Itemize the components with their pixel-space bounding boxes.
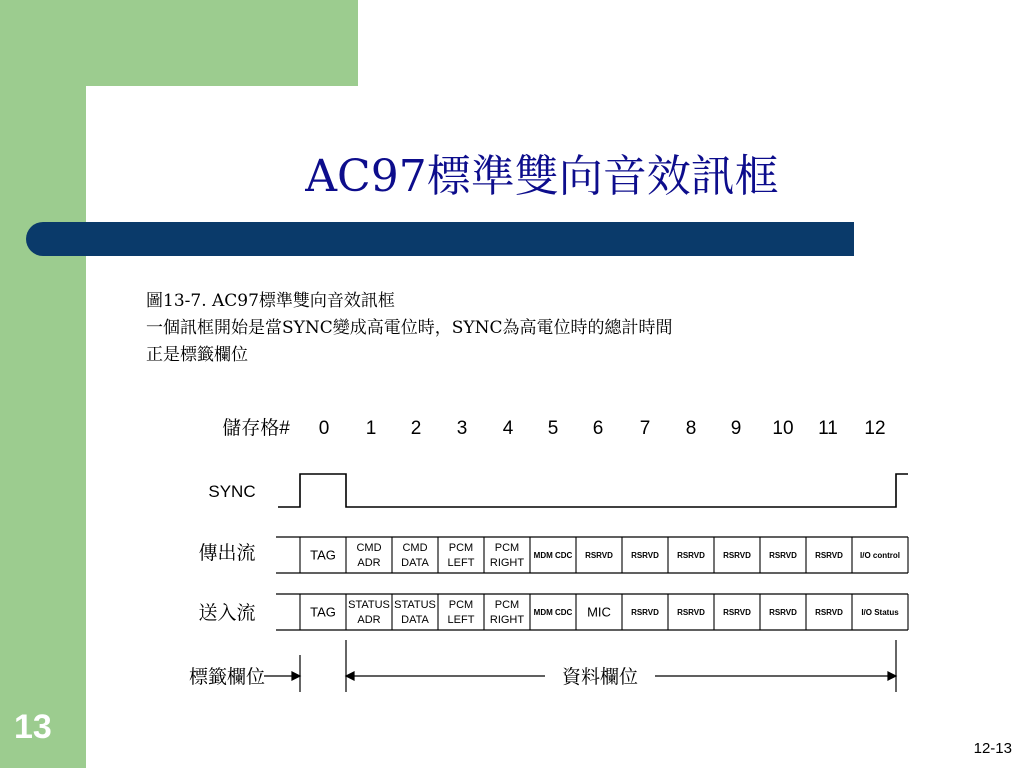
output-slot-2-text: CMD	[402, 542, 428, 554]
input-stream-row	[276, 594, 908, 630]
input-slot-5-text: MDM CDC	[533, 607, 573, 617]
output-slot-12-text: I/O control	[860, 550, 900, 560]
input-slot-3-text: PCM	[448, 599, 474, 611]
input-slot-12-text: I/O Status	[861, 607, 899, 617]
slot-header-label: 儲存格#	[222, 418, 290, 439]
slot-number-12: 12	[864, 418, 886, 439]
input-slot-7-text: RSRVD	[631, 607, 659, 617]
input-slot-3-text: LEFT	[447, 614, 475, 626]
input-slot-1-text: STATUS	[348, 599, 390, 611]
output-slot-3-text: LEFT	[447, 557, 475, 569]
slot-number-row	[319, 418, 886, 439]
input-slot-6-text: MIC	[587, 604, 611, 620]
input-slot-8-text: RSRVD	[677, 607, 705, 617]
page-identifier: 12-13	[973, 740, 1012, 757]
caption-line-3: 正是標籤欄位	[146, 345, 248, 365]
output-slot-1-text: CMD	[356, 542, 382, 554]
slot-number-9: 9	[730, 418, 742, 439]
input-slot-4-text: RIGHT	[489, 614, 525, 626]
output-slot-3-text: PCM	[448, 542, 474, 554]
input-slot-0-text: TAG	[310, 604, 336, 620]
input-slot-2-text: STATUS	[394, 599, 436, 611]
output-slot-1-text: ADR	[357, 557, 381, 569]
input-slot-1-text: ADR	[357, 614, 381, 626]
data-field-label: 資料欄位	[561, 667, 639, 688]
sync-label: SYNC	[208, 482, 256, 501]
slide-title: AC97標準雙向音效訊框	[305, 151, 779, 202]
output-slot-4-text: RIGHT	[489, 557, 525, 569]
slide-number: 13	[14, 708, 52, 746]
slot-number-10: 10	[772, 418, 794, 439]
input-slot-4-text: PCM	[494, 599, 520, 611]
input-slot-10-text: RSRVD	[769, 607, 797, 617]
input-stream-label: 送入流	[198, 603, 256, 624]
output-stream-row	[276, 537, 908, 573]
output-slot-8-text: RSRVD	[677, 550, 705, 560]
output-slot-0-text: TAG	[310, 547, 336, 563]
output-slot-9-text: RSRVD	[723, 550, 751, 560]
output-slot-4-text: PCM	[494, 542, 520, 554]
slot-number-8: 8	[685, 418, 697, 439]
slot-number-5: 5	[547, 418, 559, 439]
caption-line-2: 一個訊框開始是當SYNC變成高電位時，SYNC為高電位時的總計時間	[146, 318, 673, 338]
input-slot-11-text: RSRVD	[815, 607, 843, 617]
slot-number-11: 11	[818, 418, 838, 439]
output-slot-2-text: DATA	[401, 557, 429, 569]
slot-number-2: 2	[410, 418, 422, 439]
input-slot-2-text: DATA	[401, 614, 429, 626]
slot-number-1: 1	[365, 418, 377, 439]
slot-number-4: 4	[502, 418, 514, 439]
caption-line-1: 圖13-7. AC97標準雙向音效訊框	[146, 291, 395, 311]
tag-field-label: 標籤欄位	[188, 667, 266, 688]
slot-number-6: 6	[592, 418, 604, 439]
slot-number-0: 0	[318, 418, 330, 439]
slot-number-7: 7	[639, 418, 651, 439]
input-slot-9-text: RSRVD	[723, 607, 751, 617]
output-slot-6-text: RSRVD	[585, 550, 613, 560]
output-stream-label: 傳出流	[198, 543, 256, 564]
sync-waveform	[278, 474, 908, 507]
output-slot-7-text: RSRVD	[631, 550, 659, 560]
output-slot-5-text: MDM CDC	[533, 550, 573, 560]
slot-number-3: 3	[456, 418, 468, 439]
output-slot-10-text: RSRVD	[769, 550, 797, 560]
output-slot-11-text: RSRVD	[815, 550, 843, 560]
